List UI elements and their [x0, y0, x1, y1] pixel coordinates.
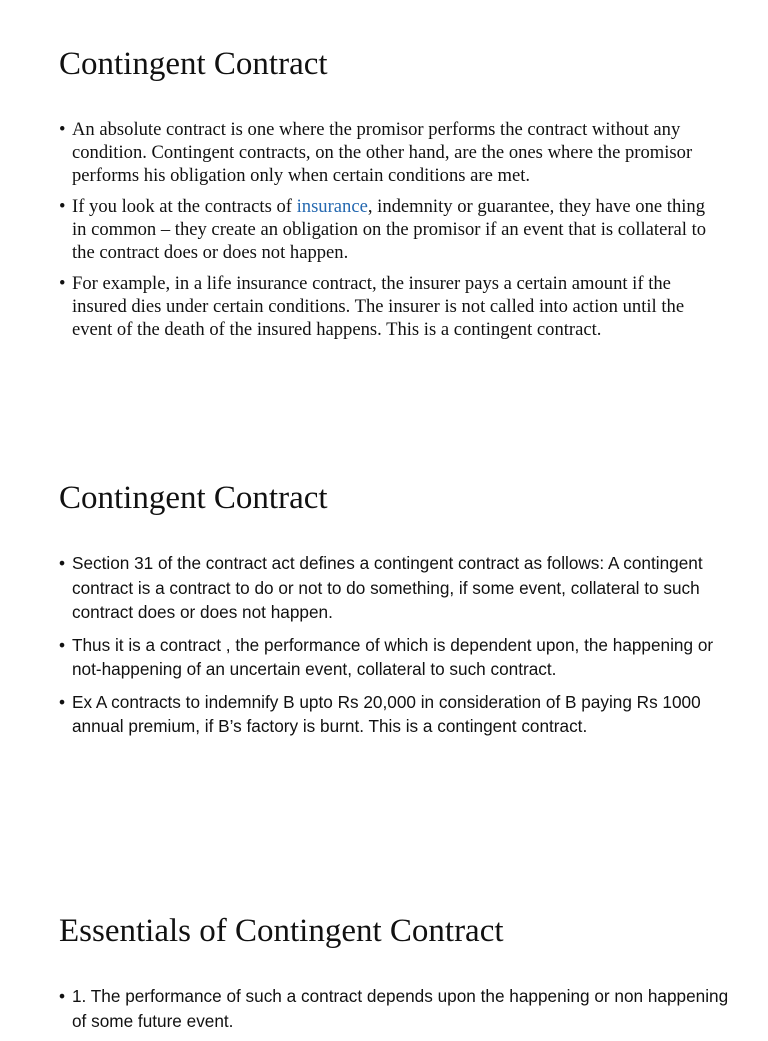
bullet-dot-icon: • — [59, 986, 66, 1006]
slide-3-title: Essentials of Contingent Contract — [59, 913, 504, 949]
slide-1-bullet-list — [59, 118, 722, 349]
slide-3-bullet-1 — [59, 984, 732, 1033]
slide-2-bullet-list — [59, 551, 732, 747]
bullet-dot-icon: • — [59, 196, 66, 217]
slide-1-bullet-3 — [59, 272, 722, 341]
slide-1-bullet-3-text: For example, in a life insurance contract, the insurer pays a certain amount if the insured dies under certain conditions. The insurer is not called into action until the event of the death of the insured happens. This is a contingent contract. — [72, 273, 685, 340]
slide-1-bullet-1-text: An absolute contract is one where the promisor performs the contract without any condition. Contingent contracts, on the other hand, are the ones where the promisor performs his obligation only when certain conditions are met. — [72, 119, 693, 186]
slide-1-bullet-2-text-after: , indemnity or guarantee, they have one thing in common – they create an obligation on the promisor if an event that is collateral to the contract does or does not happen. — [72, 196, 707, 263]
slide-1-title: Contingent Contract — [59, 46, 328, 82]
slide-1-bullet-2-text-before: If you look at the contracts of — [72, 196, 297, 217]
bullet-dot-icon: • — [59, 634, 66, 655]
insurance-link[interactable]: insurance — [296, 196, 368, 217]
slide-2-bullet-3 — [59, 690, 732, 739]
slide-3-bullet-list — [59, 984, 732, 1041]
slide-2-bullet-1-text: Section 31 of the contract act defines a contingent contract as follows: A contingent contract is a contract to do or not to do something, if some event, collateral to such contract does or does not happen. — [72, 553, 703, 622]
slide-2-bullet-3-text: Ex A contracts to indemnify B upto Rs 20,000 in consideration of B paying Rs 1000 annual premium, if B’s factory is burnt. This is a contingent contract. — [72, 691, 701, 736]
slide-2-bullet-1 — [59, 551, 732, 625]
bullet-dot-icon: • — [59, 273, 66, 294]
bullet-dot-icon: • — [59, 691, 66, 712]
bullet-dot-icon: • — [59, 553, 66, 573]
slide-2-bullet-2 — [59, 633, 732, 682]
slide-2-title: Contingent Contract — [59, 480, 328, 516]
slide-2-bullet-2-text: Thus it is a contract , the performance of which is dependent upon, the happening or not-happening of an uncertain event, collateral to such contract. — [72, 634, 714, 679]
bullet-dot-icon: • — [59, 119, 66, 140]
slide-1-bullet-1 — [59, 118, 722, 187]
slide-1-bullet-2 — [59, 195, 722, 264]
slide-3-bullet-1-text: 1. The performance of such a contract depends upon the happening or non happening of some future event. — [72, 986, 729, 1031]
